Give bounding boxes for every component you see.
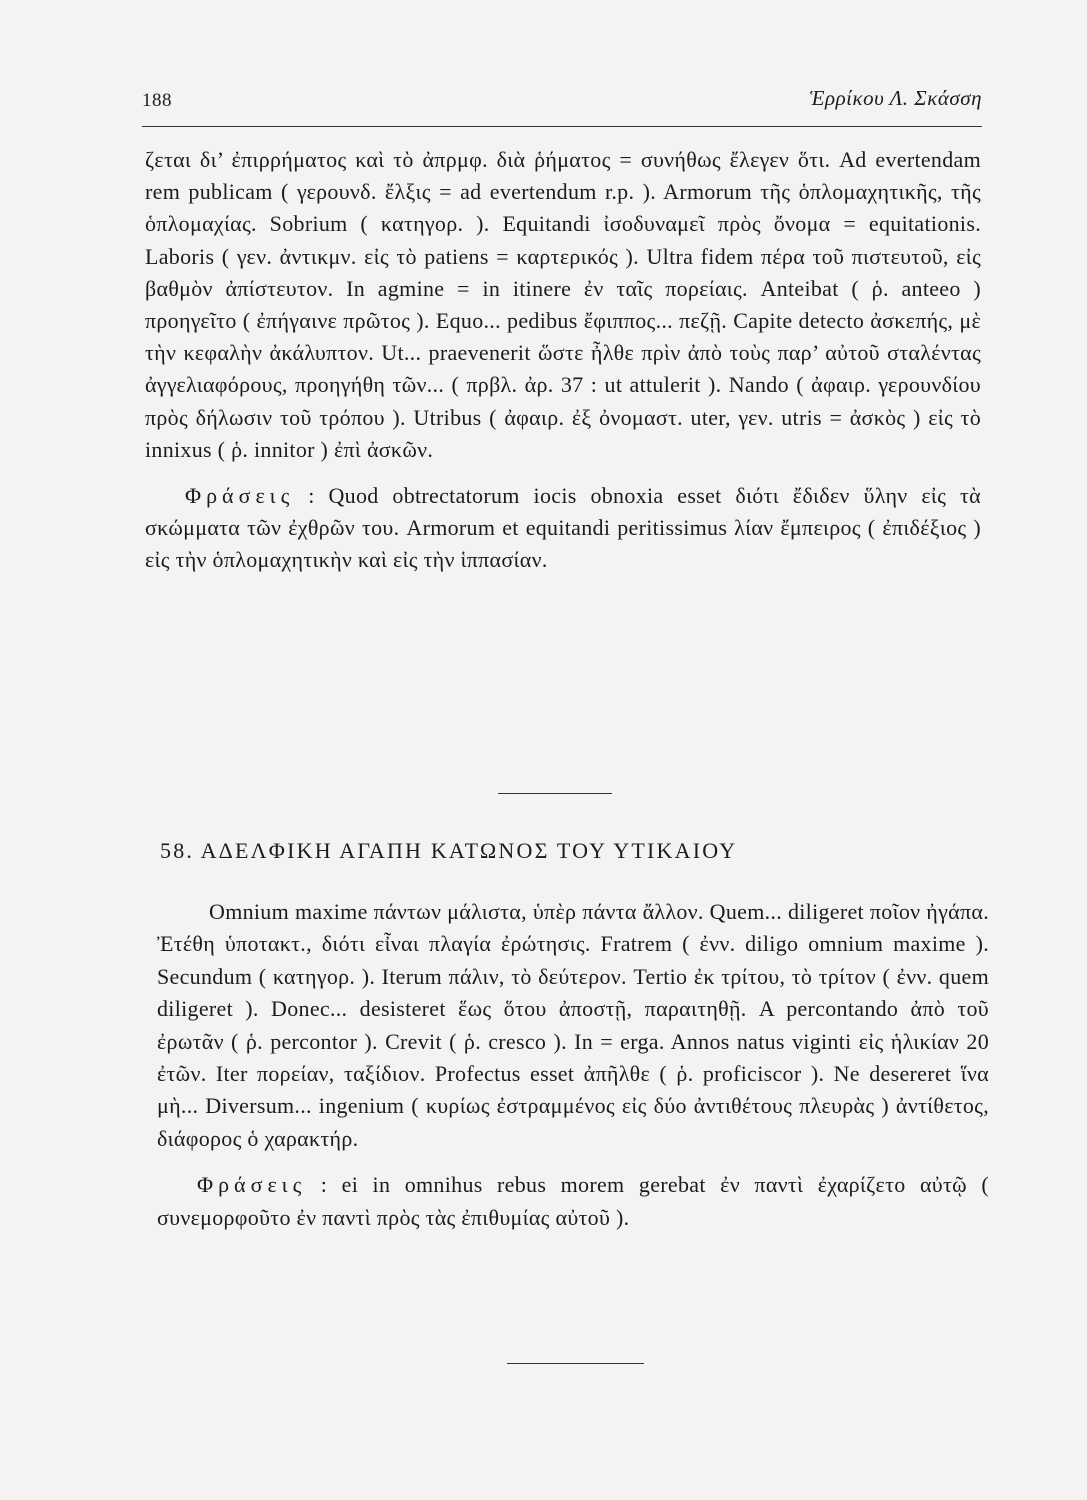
end-divider — [507, 1363, 644, 1364]
section-paragraph: Omnium maxime πάντων μάλιστα, ὑπὲρ πάντα ἄλλον. Quem... diligeret ποῖον ἠγάπα. Ἐτέθη ὑποτακτ., διότι εἶναι πλαγία ἐρώτησις. Fratrem ( ἐνν. diligo omnium maxime ). Secundum ( κατηγορ. ). Iterum πάλιν, τὸ δεύτερον. Tertio ἐκ τρίτου, τὸ τρίτον ( ἐνν. quem diligeret ). Donec... desisteret ἕως ὅτου ἀποστῇ, παραιτηθῇ. A percontando ἀπὸ τοῦ ἐρωτᾶν ( ῥ. percontor ). Crevit ( ῥ. cresco ). In = erga. Annos natus viginti εἰς ἡλικίαν 20 ἐτῶν. Iter πορείαν, ταξίδιον. Profectus esset ἀπῆλθε ( ῥ. proficiscor ). Ne desereret ἵνα μὴ... Diversum... ingenium ( κυρίως ἐστραμμένος εἰς δύο ἀντιθέτους πλευρὰς ) ἀντίθετος, διάφορος ὁ χαρακτήρ. — [157, 899, 989, 1151]
section-phrases-paragraph — [157, 1169, 989, 1234]
section-divider — [498, 793, 612, 794]
page-header — [142, 86, 982, 116]
phrases-paragraph — [145, 480, 981, 577]
section-phrases-label: Φράσεις — [197, 1172, 307, 1198]
commentary-text — [145, 144, 981, 577]
section-phrases-text: : ei in omnihus rebus morem gerebat ἐν παντὶ ἐχαρίζετο αὐτῷ ( συνεμορφοῦτο ἐν παντὶ πρὸς τὰς ἐπιθυμίας αὐτοῦ ). — [157, 1172, 989, 1230]
top-paragraph: ζεται δι’ ἐπιρρήματος καὶ τὸ ἀπρμφ. διὰ ῥήματος = συνήθως ἔλεγεν ὅτι. Ad evertendam rem publicam ( γερουνδ. ἔλξις = ad evertendum r.p. ). Armorum τῆς ὁπλομαχητικῆς, τῆς ὁπλομαχίας. Sobrium ( κατηγορ. ). Equitandi ἰσοδυναμεῖ πρὸς ὄνομα = equitationis. Laboris ( γεν. ἀντικμν. εἰς τὸ patiens = καρτερικός ). Ultra fidem πέρα τοῦ πιστευτοῦ, εἰς βαθμὸν ἀπίστευτον. In agmine = in itinere ἐν ταῖς πορείαις. Anteibat ( ῥ. anteeo ) προηγεῖτο ( ἐπήγαινε πρῶτος ). Equo... pedibus ἔφιππος... πεζῇ. Capite detecto ἀσκεπής, μὲ τὴν κεφαλὴν ἀκάλυπτον. Ut... praevenerit ὥστε ἦλθε πρὶν ἀπὸ τοὺς παρ’ αὐτοῦ σταλέντας ἀγγελιαφόρους, προηγήθη τῶν... ( πρβλ. ἀρ. 37 : ut attulerit ). Nando ( ἀφαιρ. γερουνδίου πρὸς δήλωσιν τοῦ τρόπου ). Utribus ( ἀφαιρ. ἐξ ὀνομαστ. uter, γεν. utris = ἀσκὸς ) εἰς τὸ innixus ( ῥ. innitor ) ἐπὶ ἀσκῶν. — [145, 147, 981, 462]
page-number: 188 — [142, 90, 172, 111]
phrases-text: : Quod obtrectatorum iocis obnoxia esset διότι ἔδιδεν ὕλην εἰς τὰ σκώμματα τῶν ἐχθρῶν του. Armorum et equitandi peritissimus λίαν ἔμπειρος ( ἐπιδέξιος ) εἰς τὴν ὁπλομαχητικὴν καὶ εἰς τὴν ἱππασίαν. — [145, 483, 981, 573]
header-divider — [142, 126, 982, 127]
section-heading: 58. ΑΔΕΛΦΙΚΗ ΑΓΑΠΗ ΚΑΤΩΝΟΣ ΤΟΥ ΥΤΙΚΑΙΟΥ — [160, 838, 738, 863]
running-title: Ἑρρίκου Λ. Σκάσση — [809, 86, 982, 110]
section-commentary — [157, 896, 989, 1234]
phrases-label: Φράσεις — [185, 483, 295, 509]
